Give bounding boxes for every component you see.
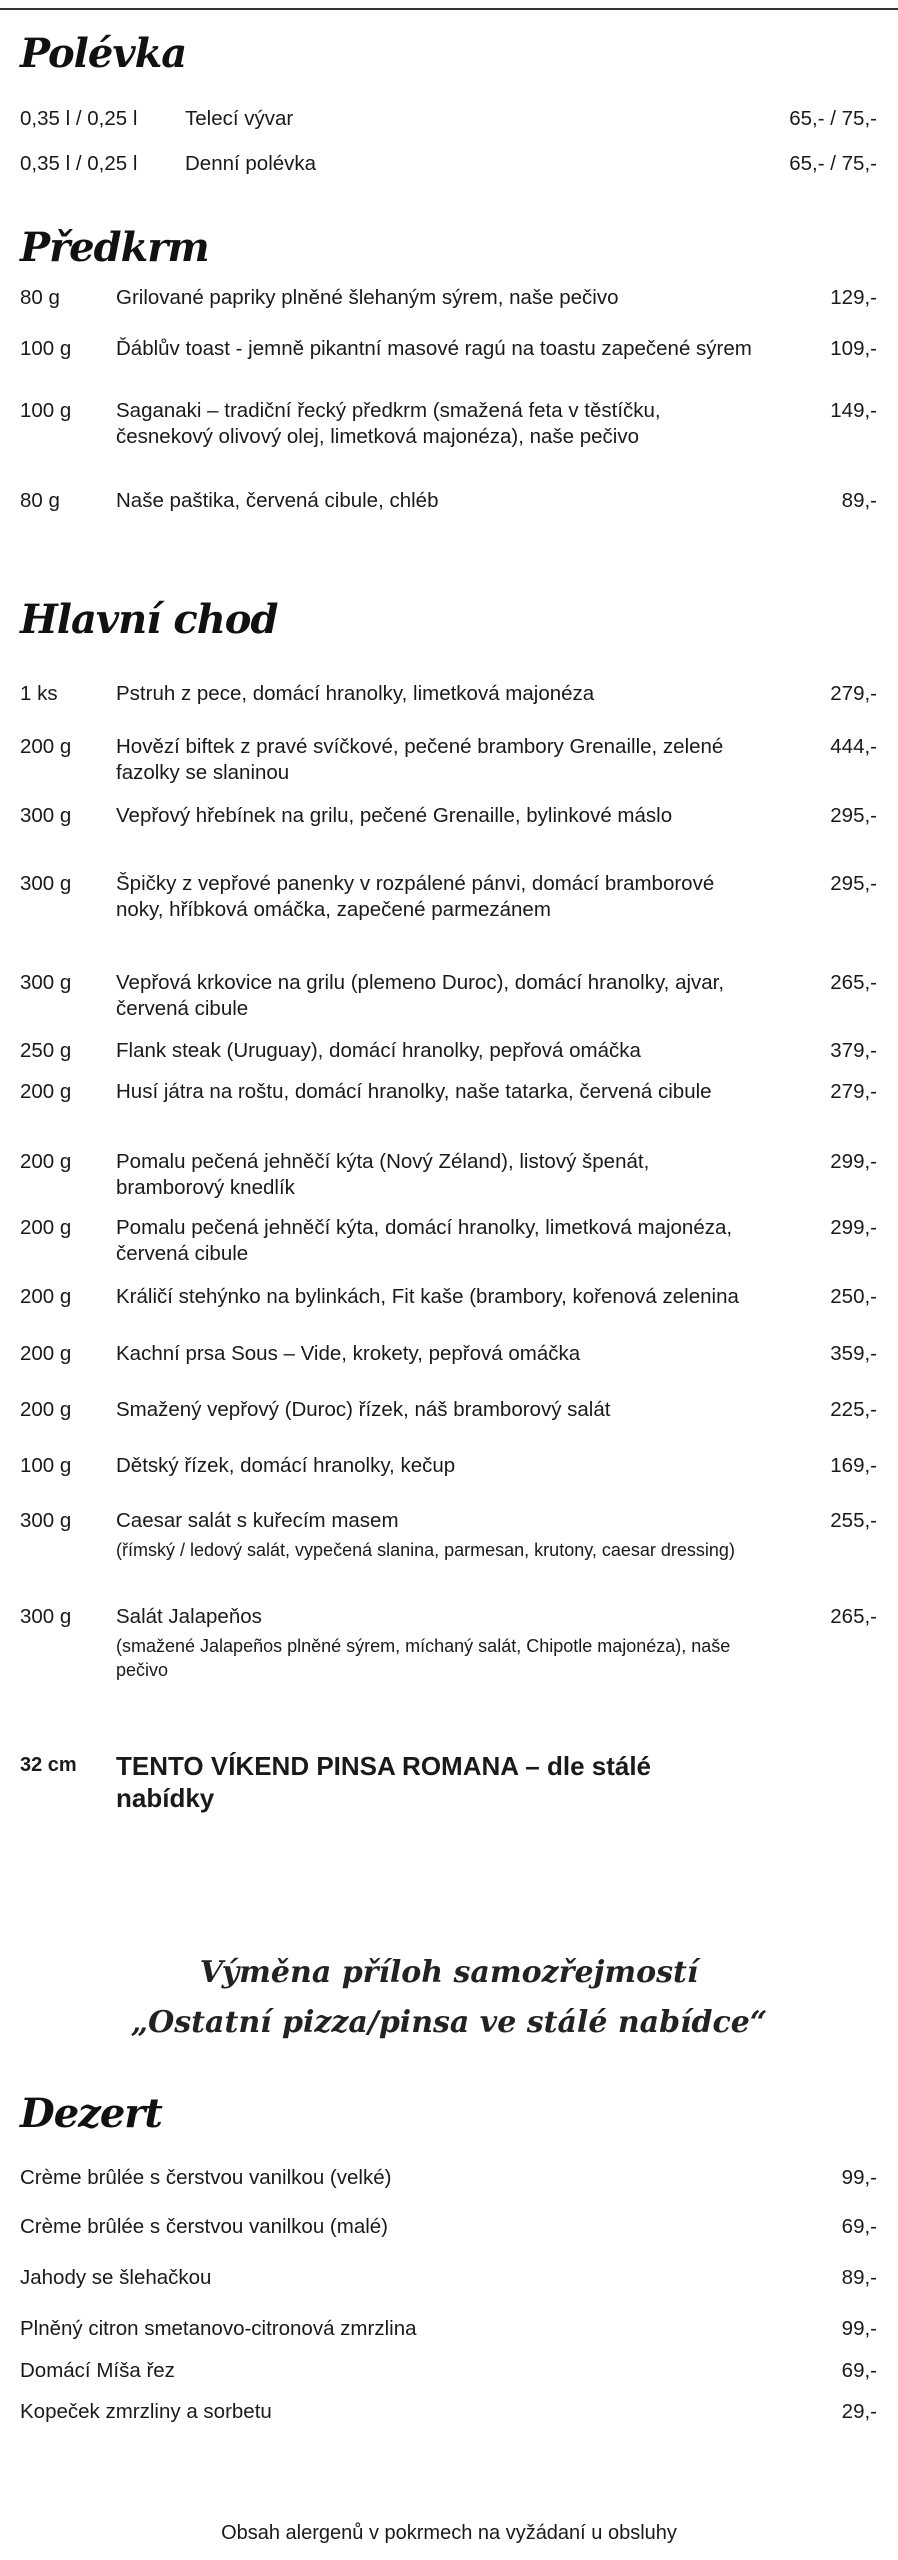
item-weight: 200 g <box>20 1398 72 1421</box>
item-name <box>116 1508 756 1562</box>
item-name: Crème brûlée s čerstvou vanilkou (malé) <box>20 2215 388 2238</box>
item-name: Flank steak (Uruguay), domácí hranolky, pepřová omáčka <box>116 1039 641 1062</box>
item-price: 295,- <box>830 804 877 827</box>
item-price: 99,- <box>841 2166 877 2189</box>
section-title-soup: Polévka <box>20 30 187 77</box>
item-weight: 300 g <box>20 1605 72 1628</box>
item-name: Špičky z vepřové panenky v rozpálené pánvi, domácí bramborové noky, hříbková omáčka, zapečené parmezánem <box>116 872 715 921</box>
item-price: 29,- <box>841 2400 877 2423</box>
item-price: 255,- <box>830 1509 877 1532</box>
item-weight: 100 g <box>20 1454 72 1477</box>
special-name: TENTO VÍKEND PINSA ROMANA – dle stálé nabídky <box>116 1751 652 1813</box>
item-name: Grilované papriky plněné šlehaným sýrem, naše pečivo <box>116 286 619 309</box>
item-name <box>116 1604 756 1682</box>
item-weight: 100 g <box>20 337 72 360</box>
item-name: Vepřový hřebínek na grilu, pečené Grenaille, bylinkové máslo <box>116 804 673 827</box>
item-name: Plněný citron smetanovo-citronová zmrzlina <box>20 2317 417 2340</box>
item-price: 169,- <box>830 1454 877 1477</box>
item-price: 99,- <box>841 2317 877 2340</box>
item-price: 65,- / 75,- <box>789 107 877 130</box>
item-price: 265,- <box>830 971 877 994</box>
item-weight: 100 g <box>20 399 72 422</box>
item-price: 89,- <box>841 489 877 512</box>
item-price: 299,- <box>830 1150 877 1173</box>
item-weight: 80 g <box>20 489 60 512</box>
item-price: 69,- <box>841 2359 877 2382</box>
item-description: (smažené Jalapeños plněné sýrem, míchaný salát, Chipotle majonéza), naše pečivo <box>116 1636 731 1680</box>
item-name: Pomalu pečená jehněčí kýta (Nový Zéland), listový špenát, bramborový knedlík <box>116 1150 650 1199</box>
item-price: 279,- <box>830 682 877 705</box>
item-name: Hovězí biftek z pravé svíčkové, pečené brambory Grenaille, zelené fazolky se slaninou <box>116 735 724 784</box>
item-weight: 200 g <box>20 1150 72 1173</box>
allergen-footer: Obsah alergenů v pokrmech na vyžádaní u obsluhy <box>221 2522 677 2544</box>
section-title-main: Hlavní chod <box>20 596 278 643</box>
item-price: 279,- <box>830 1080 877 1103</box>
item-price: 129,- <box>830 286 877 309</box>
item-name: Telecí vývar <box>185 107 294 130</box>
item-weight: 200 g <box>20 1216 72 1239</box>
notice-line-2: „Ostatní pizza/pinsa ve stálé nabídce“ <box>130 2005 768 2040</box>
item-weight: 300 g <box>20 872 72 895</box>
item-weight: 200 g <box>20 1342 72 1365</box>
item-name: Domácí Míša řez <box>20 2359 175 2382</box>
item-weight: 300 g <box>20 1509 72 1532</box>
item-weight: 200 g <box>20 1080 72 1103</box>
item-price: 225,- <box>830 1398 877 1421</box>
item-price: 109,- <box>830 337 877 360</box>
item-weight: 300 g <box>20 804 72 827</box>
item-weight: 0,35 l / 0,25 l <box>20 107 138 130</box>
item-name: Pstruh z pece, domácí hranolky, limetková majonéza <box>116 682 595 705</box>
item-name: Naše paštika, červená cibule, chléb <box>116 489 439 512</box>
item-price: 149,- <box>830 399 877 422</box>
item-weight: 0,35 l / 0,25 l <box>20 152 138 175</box>
item-price: 379,- <box>830 1039 877 1062</box>
item-weight: 300 g <box>20 971 72 994</box>
item-name: Jahody se šlehačkou <box>20 2266 212 2289</box>
item-name: Saganaki – tradiční řecký předkrm (smažená feta v těstíčku, česnekový olivový olej, limetková majonéza), naše pečivo <box>116 399 661 448</box>
item-name: Dětský řízek, domácí hranolky, kečup <box>116 1454 456 1477</box>
item-title: Salát Jalapeňos <box>116 1605 262 1628</box>
item-name: Králičí stehýnko na bylinkách, Fit kaše (brambory, kořenová zelenina <box>116 1285 739 1308</box>
item-weight: 250 g <box>20 1039 72 1062</box>
item-price: 250,- <box>830 1285 877 1308</box>
item-name: Vepřová krkovice na grilu (plemeno Duroc), domácí hranolky, ajvar, červená cibule <box>116 971 725 1020</box>
item-price: 265,- <box>830 1605 877 1628</box>
item-name: Ďáblův toast - jemně pikantní masové ragú na toastu zapečené sýrem <box>116 337 752 360</box>
item-price: 444,- <box>830 735 877 758</box>
item-weight: 200 g <box>20 1285 72 1308</box>
item-weight: 80 g <box>20 286 60 309</box>
top-rule <box>0 8 898 10</box>
item-name: Pomalu pečená jehněčí kýta, domácí hranolky, limetková majonéza, červená cibule <box>116 1216 733 1265</box>
item-price: 65,- / 75,- <box>789 152 877 175</box>
item-name: Smažený vepřový (Duroc) řízek, náš bramborový salát <box>116 1398 611 1421</box>
item-name: Kopeček zmrzliny a sorbetu <box>20 2400 272 2423</box>
item-name: Husí játra na roštu, domácí hranolky, naše tatarka, červená cibule <box>116 1080 712 1103</box>
notice-line-1: Výměna příloh samozřejmostí <box>199 1955 699 1990</box>
item-price: 299,- <box>830 1216 877 1239</box>
item-title: Caesar salát s kuřecím masem <box>116 1509 399 1532</box>
section-title-dessert: Dezert <box>20 2090 162 2137</box>
item-price: 69,- <box>841 2215 877 2238</box>
section-title-starter: Předkrm <box>20 224 209 271</box>
item-price: 295,- <box>830 872 877 895</box>
item-name: Denní polévka <box>185 152 317 175</box>
item-weight: 1 ks <box>20 682 58 705</box>
item-name: Crème brûlée s čerstvou vanilkou (velké) <box>20 2166 392 2189</box>
item-description: (římský / ledový salát, vypečená slanina, parmesan, krutony, caesar dressing) <box>116 1540 735 1560</box>
special-size: 32 cm <box>20 1754 77 1776</box>
item-weight: 200 g <box>20 735 72 758</box>
item-price: 359,- <box>830 1342 877 1365</box>
item-name: Kachní prsa Sous – Vide, krokety, pepřová omáčka <box>116 1342 581 1365</box>
item-price: 89,- <box>841 2266 877 2289</box>
